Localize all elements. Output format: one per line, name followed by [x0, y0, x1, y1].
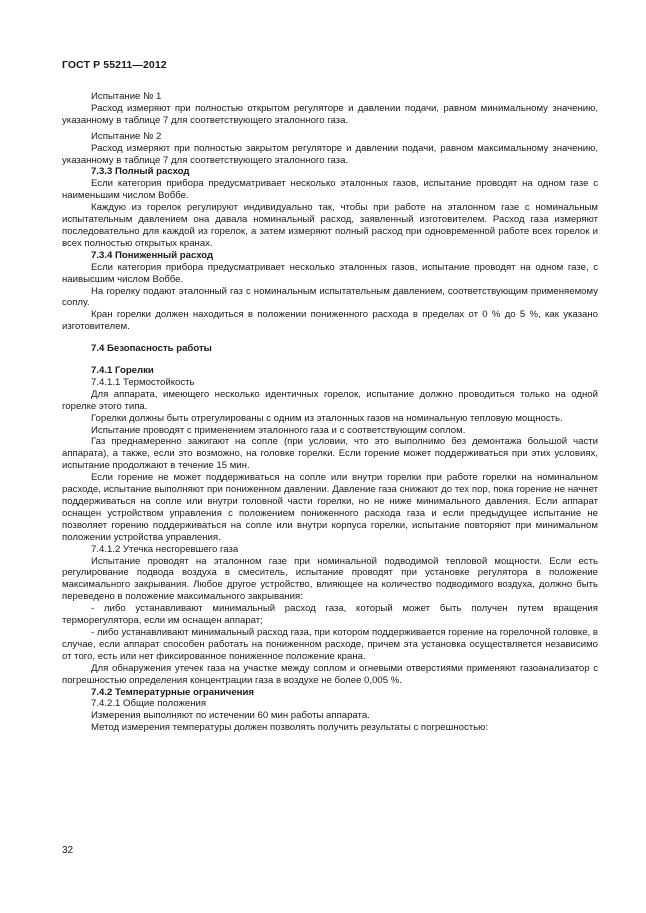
paragraph: Горелки должны быть отрегулированы с одним из эталонных газов на номинальную тепловую мощность.	[91, 412, 563, 424]
paragraph: Испытание проводят на эталонном газе при номинальной подводимой тепловой мощности. Если есть регулирование подвода воздуха в смеситель, испытание проводят при установке регулятора в положение максимального закрывания. Любое другое устройство, влияющее на количество подводимого воздуха, должно быть переведено в положение максимального закрывания:	[62, 555, 598, 603]
paragraph: На горелку подают эталонный газ с номинальным испытательным давлением, соответствующим применяемому соплу.	[62, 285, 598, 309]
paragraph: Испытание № 2	[91, 130, 162, 142]
document-body	[62, 91, 598, 734]
paragraph: Каждую из горелок регулируют индивидуально так, чтобы при работе на эталонном газе с номинальным испытательным давлением она давала номинальный расход, заявленный изготовителем. Расход газа измеряют последовательно для каждой из горелок, а затем измеряют полный расход при одновременной работе всех горелок и всех полностью открытых кранах.	[62, 202, 598, 249]
paragraph: Для аппарата, имеющего несколько идентичных горелок, испытание должно проводиться только на одной горелке этого типа.	[62, 388, 598, 412]
paragraph: Испытание № 1	[91, 91, 162, 102]
section-heading: 7.4 Безопасность работы	[91, 343, 212, 355]
paragraph: Если горение не может поддерживаться на сопле или внутри горелки при работе горелки на номинальном расходе, испытание выполняют при пониженном давлении. Давление газа снижают до тех пор, пока горение не начнет поддерживаться на сопле или внутри головной части горелки, но не ниже минимального давления. Если аппарат оснащен устройством управления с положением пониженного расхода газа и если предыдущее испытание не позволяет горению поддерживаться на сопле или внутри корпуса горелки, испытание повторяют при минимальном положении устройства управления.	[62, 472, 598, 543]
list-item: - либо устанавливают минимальный расход газа, при котором поддерживается горение на горелочной головке, в случае, если аппарат способен работать на пониженном расходе, причем эта установка осуществляется независимо от того, есть или нет фиксированное пониженное положение крана.	[62, 626, 598, 662]
paragraph: Испытание проводят с применением эталонного газа и с соответствующим соплом.	[91, 424, 466, 436]
subsection-heading: 7.4.1.2 Утечка несгоревшего газа	[91, 543, 239, 555]
standard-header: ГОСТ Р 55211—2012	[62, 59, 167, 71]
paragraph: Метод измерения температуры должен позволять получить результаты с погрешностью:	[91, 722, 489, 734]
paragraph: Измерения выполняют по истечении 60 мин работы аппарата.	[91, 710, 370, 722]
subsection-heading: 7.4.1.1 Термостойкость	[91, 376, 195, 388]
paragraph: Расход измеряют при полностью открытом регуляторе и давлении подачи, равном минимальному значению, указанному в таблице 7 для соответствующего эталонного газа.	[62, 102, 598, 126]
paragraph: Расход измеряют при полностью закрытом регуляторе и давлении подачи, равном максимальному значению, указанному в таблице 7 для соответствующего эталонного газа.	[62, 142, 598, 166]
list-item: - либо устанавливают минимальный расход газа, который может быть получен путем вращения терморегулятора, если им оснащен аппарат;	[62, 603, 598, 627]
section-heading: 7.3.4 Пониженный расход	[91, 249, 214, 261]
paragraph: Если категория прибора предусматривает несколько эталонных газов, испытание проводят на одном газе с наименьшим числом Воббе.	[62, 178, 598, 202]
page-number: 32	[62, 845, 74, 856]
section-heading: 7.3.3 Полный расход	[91, 166, 190, 178]
section-heading: 7.4.2 Температурные ограничения	[91, 686, 254, 698]
subsection-heading: 7.4.2.1 Общие положения	[91, 698, 207, 710]
paragraph: Для обнаружения утечек газа на участке между соплом и огневыми отверстиями применяют газоанализатор с погрешностью определения концентрации газа в воздухе не более 0,005 %.	[62, 662, 598, 686]
paragraph: Если категория прибора предусматривает несколько эталонных газов, испытание проводят на одном газе, с наивысшим числом Воббе.	[62, 261, 598, 285]
section-heading: 7.4.1 Горелки	[91, 365, 154, 377]
paragraph: Кран горелки должен находиться в положении пониженного расхода в пределах от 0 % до 5 %, как указано изготовителем.	[62, 309, 598, 333]
paragraph: Газ преднамеренно зажигают на сопле (при условии, что это выполнимо без демонтажа большой части аппарата), а также, если это возможно, на головке горелки. Если горение может поддерживаться при этих условиях, испытание продолжают в течение 15 мин.	[62, 436, 598, 472]
